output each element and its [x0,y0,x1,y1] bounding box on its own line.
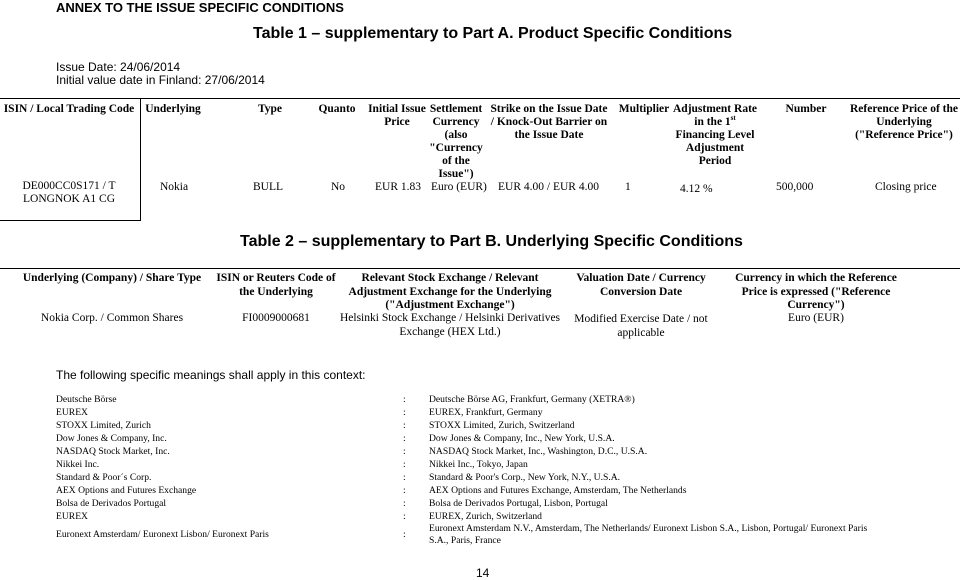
t1-header-adjustment-rate-rest: Financing Level Adjustment Period [675,129,755,167]
table1-title: Table 1 – supplementary to Part A. Product Specific Conditions [253,25,733,42]
definition-term: EUREX [56,511,88,522]
table2-title: Table 2 – supplementary to Part B. Underlying Specific Conditions [240,233,743,250]
definition-meaning: NASDAQ Stock Market, Inc., Washington, D.C., U.S.A. [429,446,648,457]
t1-cell-underlying: Nokia [160,181,189,193]
t1-cell-isin: DE000CC0S171 / T LONGNOK A1 CG [22,180,116,205]
t1-header-type: Type [257,103,283,115]
t1-header-initial-price: Initial Issue Price [368,103,426,128]
definition-term: Dow Jones & Company, Inc. [56,433,167,444]
t2-header-isin: ISIN or Reuters Code of the Underlying [216,272,336,298]
definition-separator: : [403,472,406,483]
t1-header-strike: Strike on the Issue Date / Knock-Out Barrier on the Issue Date [490,103,608,141]
table1-bottom-rule [0,220,140,221]
definition-meaning: Euronext Amsterdam N.V., Amsterdam, The Netherlands/ Euronext Lisbon S.A., Lisbon, Portugal/ Euronext Paris S.A., Paris, France [429,523,868,546]
definition-meaning: Dow Jones & Company, Inc., New York, U.S.A. [429,433,615,444]
definition-separator: : [403,446,406,457]
definition-separator: : [403,407,406,418]
t2-header-underlying: Underlying (Company) / Share Type [22,272,202,284]
definition-term: STOXX Limited, Zurich [56,420,151,431]
t1-header-quanto: Quanto [318,103,356,115]
t2-cell-valuation-date: Modified Exercise Date / not applicable [574,313,708,339]
issue-date: Issue Date: 24/06/2014 [56,60,181,74]
definition-term: Bolsa de Derivados Portugal [56,498,167,509]
initial-value-date: Initial value date in Finland: 27/06/2014 [56,73,265,87]
page-number: 14 [476,566,490,580]
definition-meaning: Bolsa de Derivados Portugal, Lisbon, Portugal [429,498,608,509]
t1-header-settlement-currency: Settlement Currency (also "Currency of the Issue") [429,103,483,180]
definition-separator: : [403,394,406,405]
definition-separator: : [403,459,406,470]
definition-meaning: Standard & Poor's Corp., New York, N.Y., U.S.A. [429,472,621,483]
t2-header-valuation-date: Valuation Date / Currency Conversion Date [576,272,706,298]
definition-term: AEX Options and Futures Exchange [56,485,197,496]
t1-header-adjustment-rate [673,103,757,168]
t1-cell-reference-price: Closing price [875,181,937,193]
t1-header-underlying: Underlying [145,103,201,115]
t1-header-number: Number [785,103,827,115]
t2-header-currency: Currency in which the Reference Price is expressed ("Reference Currency") [735,272,897,311]
t1-cell-adjustment-rate: 4.12 % [680,183,713,195]
annex-title: ANNEX TO THE ISSUE SPECIFIC CONDITIONS [56,0,344,15]
table1-top-rule [0,98,960,99]
table2-top-rule [0,268,960,269]
t1-cell-initial-price: EUR 1.83 [375,181,421,193]
definition-separator: : [403,433,406,444]
definition-meaning: AEX Options and Futures Exchange, Amsterdam, The Netherlands [429,485,687,496]
definition-separator: : [403,498,406,509]
definition-term: Deutsche Börse [56,394,117,405]
definition-term: Euronext Amsterdam/ Euronext Lisbon/ Euronext Paris [56,529,269,540]
t1-cell-multiplier: 1 [625,181,631,193]
definition-meaning: STOXX Limited, Zurich, Switzerland [429,420,575,431]
definition-meaning: Deutsche Börse AG, Frankfurt, Germany (XETRA®) [429,394,635,405]
t1-cell-number: 500,000 [776,181,814,193]
definition-separator: : [403,529,406,540]
t2-header-exchange: Relevant Stock Exchange / Relevant Adjustment Exchange for the Underlying ("Adjustment Exchange") [348,272,552,311]
t1-header-adjustment-rate-text: Adjustment Rate in the 1 [673,103,758,128]
t1-cell-settlement-currency: Euro (EUR) [431,181,487,193]
definition-term: EUREX [56,407,88,418]
definition-term: NASDAQ Stock Market, Inc. [56,446,170,457]
t2-cell-currency: Euro (EUR) [788,312,844,324]
t1-cell-quanto: No [331,181,346,193]
table1-column-rule [140,98,141,221]
definition-separator: : [403,485,406,496]
definition-term: Nikkei Inc. [56,459,100,470]
t1-cell-strike: EUR 4.00 / EUR 4.00 [498,181,599,193]
t1-header-isin: ISIN / Local Trading Code [3,103,135,115]
t1-header-reference-price: Reference Price of the Underlying ("Reference Price") [849,103,958,141]
definition-meaning: Nikkei Inc., Tokyo, Japan [429,459,528,470]
t2-cell-isin: FI0009000681 [242,312,310,324]
meanings-intro: The following specific meanings shall apply in this context: [56,368,366,382]
definition-separator: : [403,511,406,522]
definition-meaning: EUREX, Frankfurt, Germany [429,407,543,418]
t2-cell-exchange: Helsinki Stock Exchange / Helsinki Derivatives Exchange (HEX Ltd.) [339,312,561,338]
t1-header-adjustment-rate-sup: st [730,114,736,123]
t2-cell-underlying: Nokia Corp. / Common Shares [40,312,184,324]
definition-separator: : [403,420,406,431]
t1-header-multiplier: Multiplier [618,103,670,115]
t1-cell-type: BULL [253,181,284,193]
definition-meaning: EUREX, Zurich, Switzerland [429,511,542,522]
definition-term: Standard & Poor´s Corp. [56,472,152,483]
